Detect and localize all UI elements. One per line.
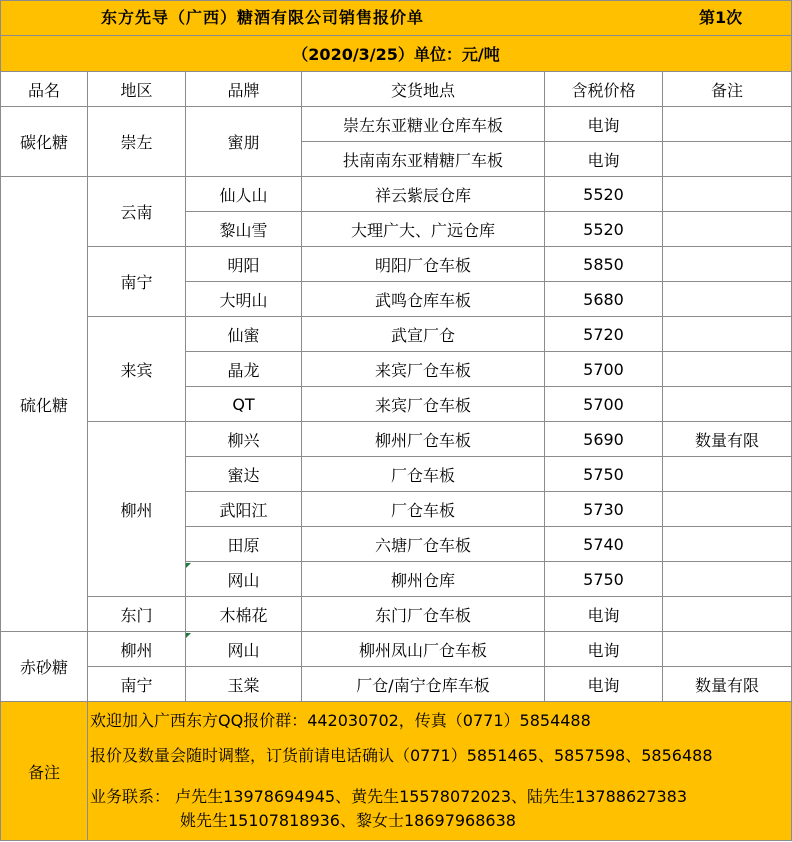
region-name: 柳州 bbox=[88, 422, 186, 597]
delivery-location: 东门厂仓车板 bbox=[302, 597, 545, 632]
delivery-location: 武鸣仓库车板 bbox=[302, 282, 545, 317]
brand-name: 田原 bbox=[186, 527, 302, 562]
table-row bbox=[1, 667, 792, 702]
price-value: 电询 bbox=[545, 632, 663, 667]
brand-name: 木棉花 bbox=[186, 597, 302, 632]
note-value bbox=[663, 177, 792, 212]
delivery-location: 厂仓车板 bbox=[302, 492, 545, 527]
brand-name: 网山 bbox=[186, 562, 302, 597]
delivery-location: 武宣厂仓 bbox=[302, 317, 545, 352]
region-name: 东门 bbox=[88, 597, 186, 632]
brand-name: 武阳江 bbox=[186, 492, 302, 527]
brand-name: 蜜朋 bbox=[186, 107, 302, 177]
region-name: 南宁 bbox=[88, 247, 186, 317]
table-row bbox=[1, 177, 792, 212]
note-value bbox=[663, 597, 792, 632]
footer-label: 备注 bbox=[1, 702, 88, 841]
note-value bbox=[663, 457, 792, 492]
column-header-region: 地区 bbox=[88, 72, 186, 107]
note-value bbox=[663, 632, 792, 667]
delivery-location: 厂仓/南宁仓库车板 bbox=[302, 667, 545, 702]
price-value: 5680 bbox=[545, 282, 663, 317]
note-value bbox=[663, 527, 792, 562]
brand-name: 仙蜜 bbox=[186, 317, 302, 352]
column-header-note: 备注 bbox=[663, 72, 792, 107]
delivery-location: 柳州仓库 bbox=[302, 562, 545, 597]
price-value: 5700 bbox=[545, 352, 663, 387]
brand-name: 仙人山 bbox=[186, 177, 302, 212]
price-value: 5730 bbox=[545, 492, 663, 527]
region-name: 云南 bbox=[88, 177, 186, 247]
date-row bbox=[1, 36, 792, 72]
table-row bbox=[1, 107, 792, 142]
column-header-brand: 品牌 bbox=[186, 72, 302, 107]
table-row bbox=[1, 422, 792, 457]
price-value: 电询 bbox=[545, 667, 663, 702]
brand-name: QT bbox=[186, 387, 302, 422]
note-value bbox=[663, 317, 792, 352]
table-row bbox=[1, 597, 792, 632]
header-row bbox=[1, 72, 792, 107]
business-contact-note: 业务联系： 卢先生13978694945、黄先生15578072023、陆先生13788627383 bbox=[90, 787, 688, 806]
sheet-issue-count: 第1次 bbox=[699, 8, 743, 27]
note-value bbox=[663, 387, 792, 422]
product-name: 赤砂糖 bbox=[1, 632, 88, 702]
region-name: 崇左 bbox=[88, 107, 186, 177]
region-name: 南宁 bbox=[88, 667, 186, 702]
note-value bbox=[663, 107, 792, 142]
delivery-location: 祥云紫辰仓库 bbox=[302, 177, 545, 212]
delivery-location: 大理广大、广远仓库 bbox=[302, 212, 545, 247]
brand-name: 黎山雪 bbox=[186, 212, 302, 247]
price-value: 5720 bbox=[545, 317, 663, 352]
column-header-location: 交货地点 bbox=[302, 72, 545, 107]
note-value bbox=[663, 212, 792, 247]
brand-name: 晶龙 bbox=[186, 352, 302, 387]
price-value: 电询 bbox=[545, 107, 663, 142]
delivery-location: 来宾厂仓车板 bbox=[302, 352, 545, 387]
brand-name: 明阳 bbox=[186, 247, 302, 282]
price-value: 5690 bbox=[545, 422, 663, 457]
delivery-location: 厂仓车板 bbox=[302, 457, 545, 492]
price-value: 电询 bbox=[545, 597, 663, 632]
brand-name: 柳兴 bbox=[186, 422, 302, 457]
sheet-title: 东方先导（广西）糖酒有限公司销售报价单 bbox=[101, 8, 425, 27]
title-cell bbox=[1, 1, 792, 36]
note-value bbox=[663, 562, 792, 597]
brand-name: 网山 bbox=[186, 632, 302, 667]
note-value bbox=[663, 492, 792, 527]
delivery-location: 崇左东亚糖业仓库车板 bbox=[302, 107, 545, 142]
product-name: 硫化糖 bbox=[1, 177, 88, 632]
region-name: 柳州 bbox=[88, 632, 186, 667]
table-row bbox=[1, 632, 792, 667]
note-value: 数量有限 bbox=[663, 422, 792, 457]
price-value: 5740 bbox=[545, 527, 663, 562]
price-value: 电询 bbox=[545, 142, 663, 177]
qq-group-note: 欢迎加入广西东方QQ报价群：442030702，传真（0771）5854488 bbox=[90, 711, 591, 730]
price-value: 5750 bbox=[545, 562, 663, 597]
cell-marker-icon bbox=[186, 563, 191, 568]
table-row bbox=[1, 317, 792, 352]
price-value: 5750 bbox=[545, 457, 663, 492]
note-value: 数量有限 bbox=[663, 667, 792, 702]
region-name: 来宾 bbox=[88, 317, 186, 422]
product-name: 碳化糖 bbox=[1, 107, 88, 177]
column-header-price: 含税价格 bbox=[545, 72, 663, 107]
delivery-location: 柳州厂仓车板 bbox=[302, 422, 545, 457]
price-value: 5520 bbox=[545, 177, 663, 212]
brand-name: 蜜达 bbox=[186, 457, 302, 492]
date-unit: （2020/3/25）单位：元/吨 bbox=[1, 36, 792, 72]
delivery-location: 六塘厂仓车板 bbox=[302, 527, 545, 562]
note-value bbox=[663, 247, 792, 282]
brand-name: 玉棠 bbox=[186, 667, 302, 702]
column-header-product: 品名 bbox=[1, 72, 88, 107]
title-row bbox=[1, 1, 792, 36]
delivery-location: 扶南南东亚精糖厂车板 bbox=[302, 142, 545, 177]
brand-name: 大明山 bbox=[186, 282, 302, 317]
price-value: 5520 bbox=[545, 212, 663, 247]
price-value: 5700 bbox=[545, 387, 663, 422]
business-contact-note-continued: 姚先生15107818936、黎女士18697968638 bbox=[180, 811, 516, 830]
cell-marker-icon bbox=[186, 633, 191, 638]
delivery-location: 明阳厂仓车板 bbox=[302, 247, 545, 282]
note-value bbox=[663, 142, 792, 177]
note-value bbox=[663, 352, 792, 387]
table-row bbox=[1, 247, 792, 282]
price-value: 5850 bbox=[545, 247, 663, 282]
delivery-location: 来宾厂仓车板 bbox=[302, 387, 545, 422]
delivery-location: 柳州凤山厂仓车板 bbox=[302, 632, 545, 667]
price-adjust-note: 报价及数量会随时调整，订货前请电话确认（0771）5851465、5857598、5856488 bbox=[90, 746, 713, 765]
note-value bbox=[663, 282, 792, 317]
